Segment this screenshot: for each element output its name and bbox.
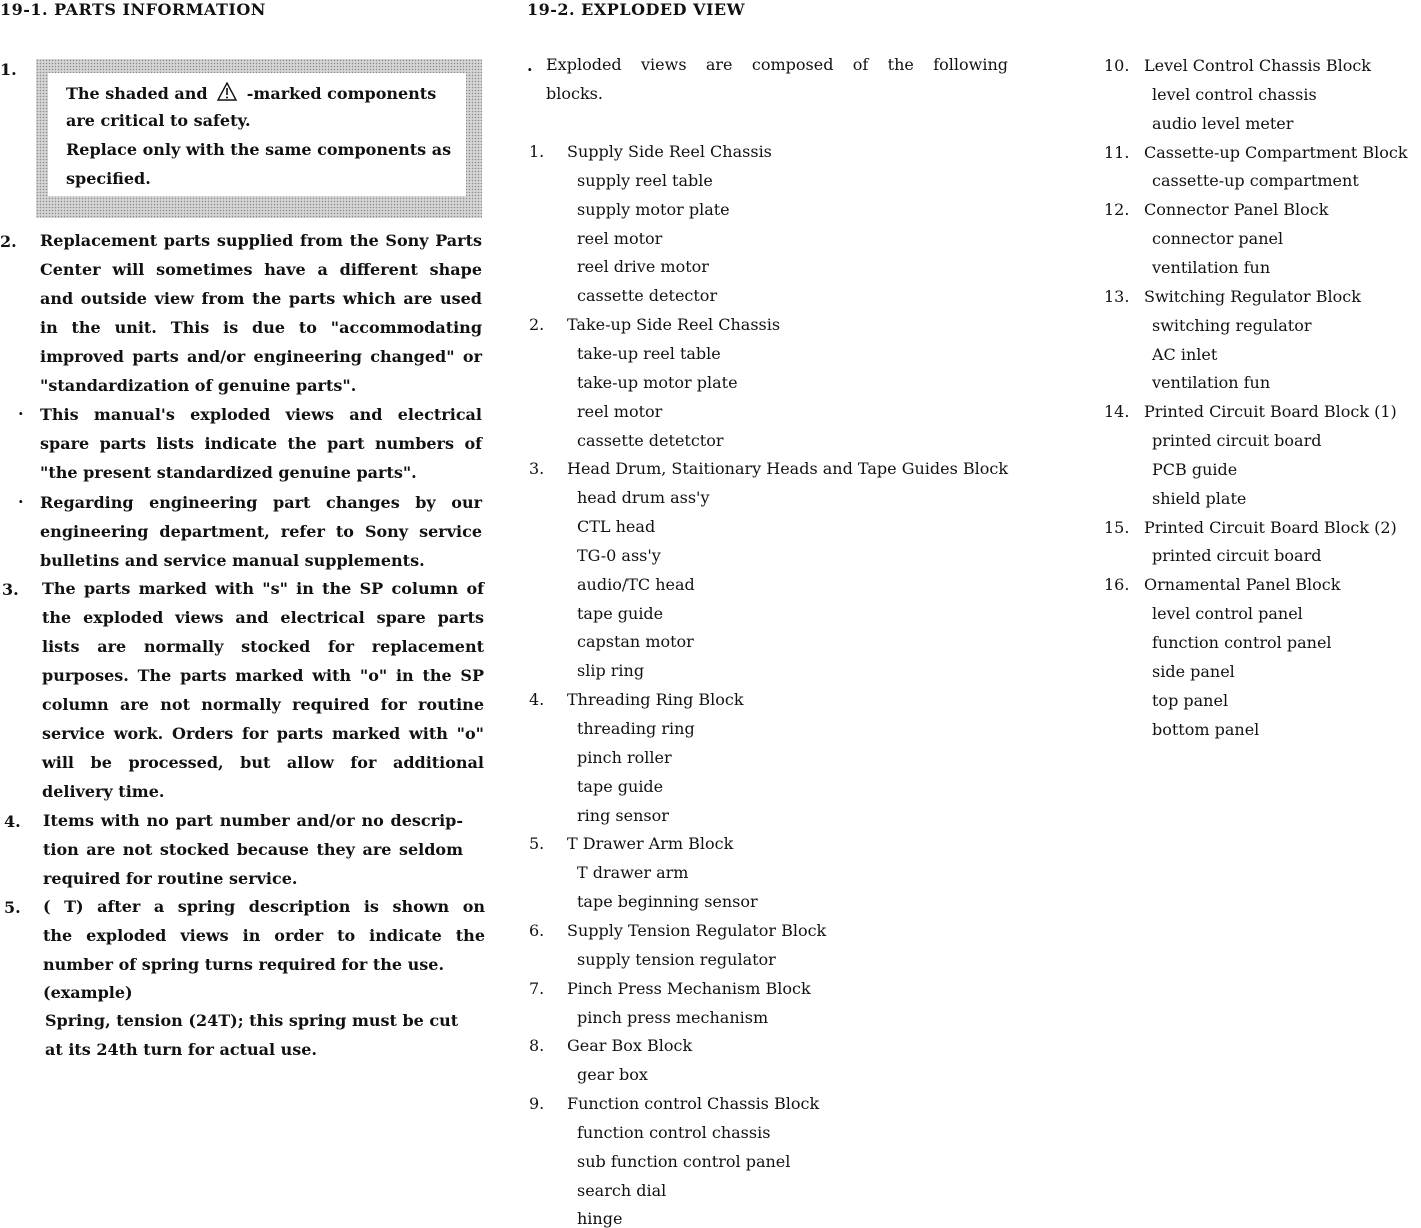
paragraph-line: column are not normally required for routine <box>42 695 484 714</box>
block-number: 3. <box>529 459 545 478</box>
paragraph-line: (example) <box>43 983 133 1002</box>
paragraph-line: bulletins and service manual supplements. <box>40 551 425 570</box>
block-component-item: bottom panel <box>1152 720 1260 739</box>
paragraph-line: in the unit. This is due to "accommodating <box>40 318 482 337</box>
block-component-item: top panel <box>1152 691 1229 710</box>
block-title: Take-up Side Reel Chassis <box>567 315 781 334</box>
paragraph-line: Regarding engineering part changes by our <box>40 493 482 512</box>
block-title: Level Control Chassis Block <box>1144 56 1371 75</box>
paragraph-line: Items with no part number and/or no descrip- <box>43 811 463 830</box>
paragraph-line: number of spring turns required for the use. <box>43 955 445 974</box>
paragraph-line: service work. Orders for parts marked with "o" <box>42 724 484 743</box>
block-title: Cassette-up Compartment Block <box>1144 143 1408 162</box>
warning-triangle-icon <box>217 82 237 102</box>
block-component-item: slip ring <box>577 661 645 680</box>
block-component-item: take-up motor plate <box>577 373 738 392</box>
block-component-item: CTL head <box>577 517 656 536</box>
block-title: Head Drum, Staitionary Heads and Tape Guides Block <box>567 459 1009 478</box>
paragraph-line: at its 24th turn for actual use. <box>45 1040 317 1059</box>
block-title: T Drawer Arm Block <box>567 834 734 853</box>
block-component-item: audio level meter <box>1152 114 1294 133</box>
block-component-item: reel motor <box>577 402 663 421</box>
block-number: 11. <box>1104 143 1130 162</box>
paragraph-line: purposes. The parts marked with "o" in the SP <box>42 666 484 685</box>
paragraph-line: will be processed, but allow for additional <box>42 753 484 772</box>
block-title: Supply Side Reel Chassis <box>567 142 772 161</box>
block-number: 12. <box>1104 200 1130 219</box>
block-component-item: PCB guide <box>1152 460 1238 479</box>
item-5-number: 5. <box>4 898 21 917</box>
block-title: Printed Circuit Board Block (1) <box>1144 402 1397 421</box>
block-number: 2. <box>529 315 545 334</box>
item-3-number: 3. <box>2 580 19 599</box>
block-component-item: head drum ass'y <box>577 488 710 507</box>
block-component-item: printed circuit board <box>1152 431 1322 450</box>
paragraph-line: and outside view from the parts which are used <box>40 289 482 308</box>
note-line-1: The shaded and -marked components <box>66 84 437 103</box>
block-title: Function control Chassis Block <box>567 1094 820 1113</box>
block-component-item: tape guide <box>577 604 664 623</box>
block-title: Printed Circuit Board Block (2) <box>1144 518 1397 537</box>
block-number: 10. <box>1104 56 1130 75</box>
block-component-item: pinch roller <box>577 748 672 767</box>
block-component-item: level control panel <box>1152 604 1303 623</box>
block-component-item: hinge <box>577 1209 623 1228</box>
block-number: 1. <box>529 142 545 161</box>
paragraph-line: Replacement parts supplied from the Sony Parts <box>40 231 482 250</box>
paragraph-line: engineering department, refer to Sony service <box>40 522 482 541</box>
block-component-item: level control chassis <box>1152 85 1317 104</box>
paragraph-line: improved parts and/or engineering changed" or <box>40 347 482 366</box>
block-component-item: printed circuit board <box>1152 546 1322 565</box>
block-title: Connector Panel Block <box>1144 200 1329 219</box>
block-component-item: pinch press mechanism <box>577 1008 769 1027</box>
paragraph-line: Spring, tension (24T); this spring must be cut <box>45 1011 459 1030</box>
block-component-item: sub function control panel <box>577 1152 791 1171</box>
block-component-item: cassette-up compartment <box>1152 171 1359 190</box>
note-number: 1. <box>0 60 17 79</box>
paragraph-line: tion are not stocked because they are seldom <box>43 840 463 859</box>
paragraph-line: required for routine service. <box>43 869 298 888</box>
section-heading-exploded-view: 19-2. EXPLODED VIEW <box>527 0 746 19</box>
block-component-item: supply reel table <box>577 171 713 190</box>
paragraph-line: blocks. <box>546 84 603 103</box>
note-line-2: are critical to safety. <box>66 111 251 130</box>
block-component-item: capstan motor <box>577 632 694 651</box>
block-component-item: supply motor plate <box>577 200 730 219</box>
block-title: Pinch Press Mechanism Block <box>567 979 811 998</box>
paragraph-line: "standardization of genuine parts". <box>40 376 357 395</box>
bullet-a-marker: . <box>18 400 24 419</box>
block-component-item: take-up reel table <box>577 344 721 363</box>
block-component-item: connector panel <box>1152 229 1284 248</box>
block-component-item: reel drive motor <box>577 257 709 276</box>
block-component-item: supply tension regulator <box>577 950 776 969</box>
block-number: 5. <box>529 834 545 853</box>
bullet-b-marker: . <box>18 488 24 507</box>
note-line-3: Replace only with the same components as <box>66 140 452 159</box>
block-title: Switching Regulator Block <box>1144 287 1361 306</box>
paragraph-line: lists are normally stocked for replacement <box>42 637 484 656</box>
block-component-item: tape beginning sensor <box>577 892 758 911</box>
block-component-item: function control panel <box>1152 633 1332 652</box>
block-component-item: AC inlet <box>1152 345 1218 364</box>
block-title: Ornamental Panel Block <box>1144 575 1341 594</box>
block-number: 16. <box>1104 575 1130 594</box>
block-title: Gear Box Block <box>567 1036 693 1055</box>
block-number: 6. <box>529 921 545 940</box>
block-title: Threading Ring Block <box>567 690 744 709</box>
paragraph-line: spare parts lists indicate the part numbers of <box>40 434 482 453</box>
paragraph-line: Exploded views are composed of the following <box>546 55 1008 74</box>
block-component-item: T drawer arm <box>577 863 689 882</box>
paragraph-line: ( T) after a spring description is shown on <box>43 897 485 916</box>
paragraph-line: delivery time. <box>42 782 165 801</box>
paragraph-line: the exploded views in order to indicate the <box>43 926 485 945</box>
item-2-number: 2. <box>0 232 17 251</box>
block-component-item: threading ring <box>577 719 695 738</box>
block-number: 14. <box>1104 402 1130 421</box>
block-component-item: function control chassis <box>577 1123 771 1142</box>
block-number: 7. <box>529 979 545 998</box>
block-component-item: switching regulator <box>1152 316 1312 335</box>
block-component-item: cassette detector <box>577 286 718 305</box>
block-component-item: cassette detetctor <box>577 431 724 450</box>
block-number: 15. <box>1104 518 1130 537</box>
safety-note-content <box>48 73 466 196</box>
paragraph-line: Center will sometimes have a different shape <box>40 260 482 279</box>
block-component-item: ventilation fun <box>1152 258 1271 277</box>
block-component-item: ring sensor <box>577 806 669 825</box>
block-component-item: shield plate <box>1152 489 1247 508</box>
paragraph-line: the exploded views and electrical spare parts <box>42 608 484 627</box>
block-number: 4. <box>529 690 545 709</box>
paragraph-line: This manual's exploded views and electrical <box>40 405 482 424</box>
parts-information-section <box>0 0 500 1227</box>
block-number: 8. <box>529 1036 545 1055</box>
safety-note-box <box>36 59 482 218</box>
paragraph-line: "the present standardized genuine parts". <box>40 463 417 482</box>
block-component-item: search dial <box>577 1181 667 1200</box>
block-number: 9. <box>529 1094 545 1113</box>
block-component-item: TG-0 ass'y <box>577 546 661 565</box>
block-component-item: side panel <box>1152 662 1235 681</box>
section-heading-parts-information: 19-1. PARTS INFORMATION <box>0 0 266 19</box>
intro-bullet: . <box>527 56 533 75</box>
block-component-item: audio/TC head <box>577 575 695 594</box>
block-number: 13. <box>1104 287 1130 306</box>
paragraph-line: The parts marked with "s" in the SP column of <box>42 579 484 598</box>
block-title: Supply Tension Regulator Block <box>567 921 827 940</box>
block-component-item: reel motor <box>577 229 663 248</box>
item-4-number: 4. <box>4 812 21 831</box>
block-component-item: ventilation fun <box>1152 373 1271 392</box>
note-line-4: specified. <box>66 169 151 188</box>
block-component-item: gear box <box>577 1065 648 1084</box>
block-component-item: tape guide <box>577 777 664 796</box>
